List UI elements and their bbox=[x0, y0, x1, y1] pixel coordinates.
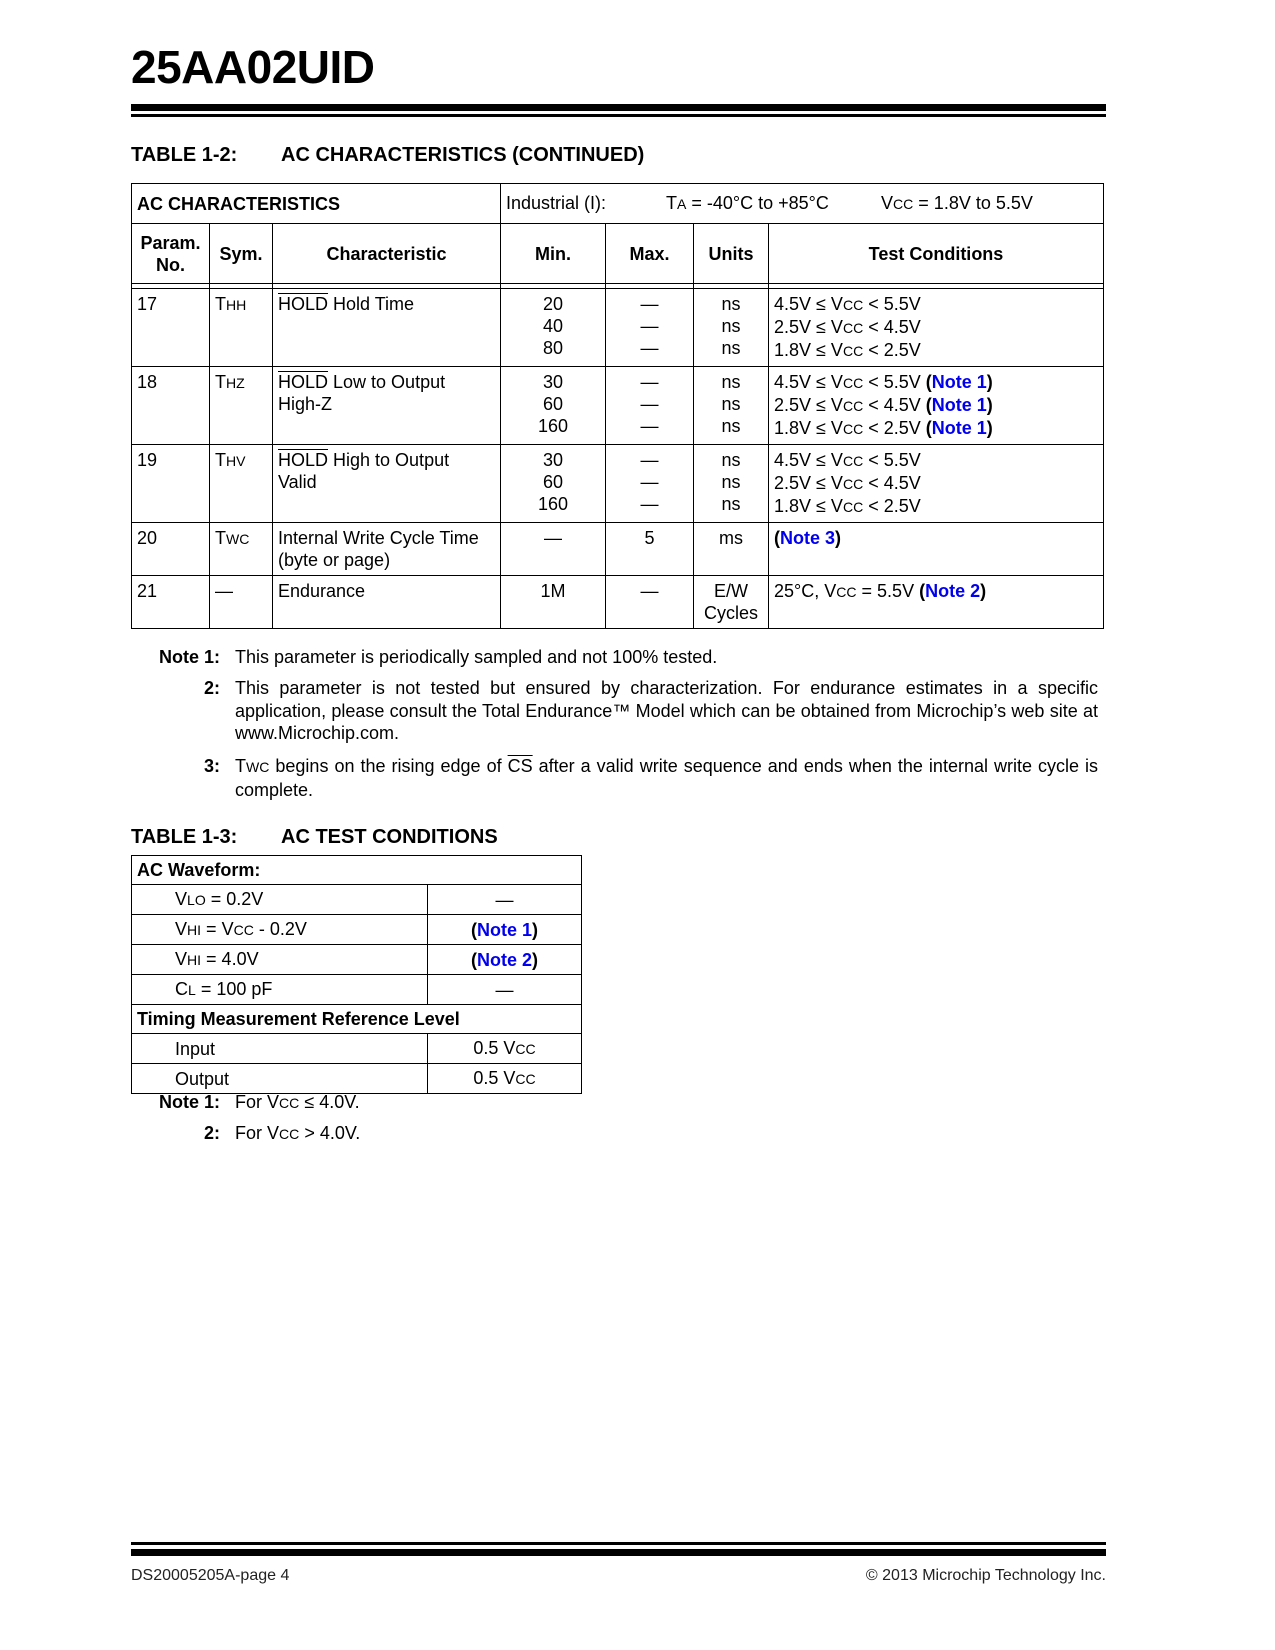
units: ns ns ns bbox=[694, 289, 769, 367]
test-conditions: 25°C, VCC = 5.5V (Note 2) bbox=[769, 576, 1104, 629]
note-key: 2: bbox=[203, 1123, 220, 1143]
note-key: Note 1: bbox=[158, 647, 220, 667]
param-no: 19 bbox=[132, 445, 210, 523]
table-1-3-label: TABLE 1-3: bbox=[131, 826, 238, 848]
characteristic: Internal Write Cycle Time (byte or page) bbox=[273, 523, 501, 576]
footer-doc-id: DS20005205A-page 4 bbox=[131, 1567, 290, 1584]
param-no: 18 bbox=[132, 367, 210, 445]
note-link[interactable]: Note 2 bbox=[925, 581, 981, 601]
units: ms bbox=[694, 523, 769, 576]
ac-test-conditions-table bbox=[131, 855, 582, 1094]
table-1-3-heading bbox=[131, 826, 498, 849]
note-paren-close: ) bbox=[986, 372, 993, 392]
section-timing-reference bbox=[132, 1005, 582, 1034]
note-paren-open: ( bbox=[470, 949, 477, 970]
max-values: 5 bbox=[606, 523, 694, 576]
col-header-characteristic: Characteristic bbox=[273, 224, 501, 284]
note-paren-close: ) bbox=[835, 528, 842, 548]
section-timing-reference-cell: Timing Measurement Reference Level bbox=[132, 1005, 582, 1034]
note-link[interactable]: Note 1 bbox=[931, 418, 987, 438]
banner-industrial: Industrial (I): bbox=[506, 193, 607, 213]
units: E/W Cycles bbox=[694, 576, 769, 629]
note-key: 3: bbox=[203, 756, 220, 776]
note-text: For VCC > 4.0V. bbox=[235, 1123, 361, 1143]
banner-title: AC CHARACTERISTICS bbox=[132, 184, 501, 224]
param-no: 21 bbox=[132, 576, 210, 629]
units: ns ns ns bbox=[694, 445, 769, 523]
parameter: Output bbox=[132, 1064, 428, 1094]
overline-signal: HOLD bbox=[278, 372, 329, 392]
parameter: Input bbox=[132, 1034, 428, 1064]
table-row bbox=[132, 885, 582, 915]
banner-conditions bbox=[501, 184, 1104, 224]
test-conditions: 4.5V ≤ VCC < 5.5V 2.5V ≤ VCC < 4.5V 1.8V ≤ VCC < 2.5V bbox=[769, 289, 1104, 367]
note-item bbox=[150, 646, 1098, 669]
footer-copyright: © 2013 Microchip Technology Inc. bbox=[865, 1567, 1106, 1584]
table-row bbox=[132, 576, 1104, 629]
note-paren-open: ( bbox=[470, 919, 477, 940]
note-text: This parameter is periodically sampled and not 100% tested. bbox=[235, 647, 718, 667]
value: — bbox=[428, 885, 582, 915]
characteristic: HOLD High to Output Valid bbox=[273, 445, 501, 523]
test-conditions: 4.5V ≤ VCC < 5.5V (Note 1) 2.5V ≤ VCC < 4.5V (Note 1) 1.8V ≤ VCC < 2.5V (Note 1) bbox=[769, 367, 1104, 445]
note-link[interactable]: Note 1 bbox=[476, 919, 532, 940]
parameter: VHI = 4.0V bbox=[132, 945, 428, 975]
note-paren-close: ) bbox=[532, 949, 538, 970]
table-row bbox=[132, 975, 582, 1005]
banner-ta: TA = -40°C to +85°C bbox=[666, 193, 829, 213]
value: 0.5 VCC bbox=[428, 1034, 582, 1064]
overline-signal: HOLD bbox=[278, 294, 329, 314]
overline-signal: HOLD bbox=[278, 450, 329, 470]
note-text: For VCC ≤ 4.0V. bbox=[235, 1092, 360, 1112]
note-item bbox=[150, 1091, 360, 1115]
parameter: VHI = VCC - 0.2V bbox=[132, 915, 428, 945]
note-link[interactable]: Note 2 bbox=[476, 949, 532, 970]
param-no: 17 bbox=[132, 289, 210, 367]
note-paren-open: ( bbox=[925, 418, 932, 438]
note-link[interactable]: Note 1 bbox=[931, 395, 987, 415]
col-header-test-conditions: Test Conditions bbox=[769, 224, 1104, 284]
note-paren-close: ) bbox=[532, 919, 538, 940]
table-banner-row bbox=[132, 184, 1104, 224]
footer-rule-thick bbox=[131, 1549, 1106, 1556]
min-values: 30 60 160 bbox=[501, 445, 606, 523]
table-row bbox=[132, 289, 1104, 367]
characteristic: HOLD Low to Output High-Z bbox=[273, 367, 501, 445]
note-paren-open: ( bbox=[925, 395, 932, 415]
table-1-2-label: TABLE 1-2: bbox=[131, 144, 238, 166]
note-paren-open: ( bbox=[774, 528, 780, 548]
overline-signal: $\overline{CS}$ bbox=[507, 756, 533, 776]
footer-rule-thin bbox=[131, 1542, 1106, 1545]
param-no: 20 bbox=[132, 523, 210, 576]
document-title: 25AA02UID bbox=[131, 41, 375, 93]
table-1-3-caption: AC TEST CONDITIONS bbox=[281, 826, 498, 848]
table-1-2-heading bbox=[131, 144, 644, 167]
note-paren-close: ) bbox=[980, 581, 987, 601]
col-header-param: Param. No. bbox=[132, 224, 210, 284]
table-row bbox=[132, 1034, 582, 1064]
parameter: CL = 100 pF bbox=[132, 975, 428, 1005]
table-row bbox=[132, 367, 1104, 445]
header-rule-thick bbox=[131, 104, 1106, 111]
note-paren-open: ( bbox=[919, 581, 926, 601]
value bbox=[428, 945, 582, 975]
table-row bbox=[132, 445, 1104, 523]
note-text: This parameter is not tested but ensured by characterization. For endurance estimates in a specific application, please consult the Total Endurance™ Model which can be obtained from Microchip’s web site at www.Microchip.com. bbox=[235, 678, 1098, 743]
max-values: — — — bbox=[606, 445, 694, 523]
note-paren-open: ( bbox=[925, 372, 932, 392]
characteristic: Endurance bbox=[273, 576, 501, 629]
test-conditions: 4.5V ≤ VCC < 5.5V 2.5V ≤ VCC < 4.5V 1.8V ≤ VCC < 2.5V bbox=[769, 445, 1104, 523]
table-body bbox=[132, 289, 1104, 629]
value: 0.5 VCC bbox=[428, 1064, 582, 1094]
note-key: Note 1: bbox=[158, 1092, 220, 1112]
max-values: — bbox=[606, 576, 694, 629]
min-values: 1M bbox=[501, 576, 606, 629]
col-header-max: Max. bbox=[606, 224, 694, 284]
note-link[interactable]: Note 1 bbox=[931, 372, 987, 392]
table-row bbox=[132, 945, 582, 975]
symbol: THV bbox=[210, 445, 273, 523]
note-text: TWC begins on the rising edge of $\overline{CS}$ after a valid write sequence and ends when the internal write cycle is complete. bbox=[235, 756, 1099, 800]
min-values: — bbox=[501, 523, 606, 576]
section-ac-waveform bbox=[132, 856, 582, 885]
note-link[interactable]: Note 3 bbox=[780, 528, 836, 548]
note-key: 2: bbox=[203, 678, 220, 698]
symbol: THZ bbox=[210, 367, 273, 445]
min-values: 20 40 80 bbox=[501, 289, 606, 367]
banner-vcc: VCC = 1.8V to 5.5V bbox=[881, 193, 1033, 213]
col-header-sym: Sym. bbox=[210, 224, 273, 284]
symbol: THH bbox=[210, 289, 273, 367]
units: ns ns ns bbox=[694, 367, 769, 445]
section-ac-waveform-cell: AC Waveform: bbox=[132, 856, 582, 885]
min-values: 30 60 160 bbox=[501, 367, 606, 445]
symbol: TWC bbox=[210, 523, 273, 576]
symbol: — bbox=[210, 576, 273, 629]
value bbox=[428, 915, 582, 945]
table-1-2-caption: AC CHARACTERISTICS (CONTINUED) bbox=[281, 144, 645, 166]
col-header-min: Min. bbox=[501, 224, 606, 284]
note-item bbox=[150, 755, 1098, 801]
table-row bbox=[132, 1064, 582, 1094]
test-conditions bbox=[769, 523, 1104, 576]
ac-characteristics-table bbox=[131, 183, 1104, 629]
header-rule-thin bbox=[131, 114, 1106, 117]
max-values: — — — bbox=[606, 367, 694, 445]
table-row bbox=[132, 523, 1104, 576]
parameter: VLO = 0.2V bbox=[132, 885, 428, 915]
table-header-row bbox=[132, 224, 1104, 284]
note-item bbox=[150, 677, 1098, 745]
note-item bbox=[150, 1122, 360, 1146]
characteristic: HOLD Hold Time bbox=[273, 289, 501, 367]
note-paren-close: ) bbox=[986, 418, 993, 438]
table-row bbox=[132, 915, 582, 945]
table-1-3-body bbox=[132, 856, 582, 1094]
value: — bbox=[428, 975, 582, 1005]
note-paren-close: ) bbox=[986, 395, 993, 415]
max-values: — — — bbox=[606, 289, 694, 367]
col-header-units: Units bbox=[694, 224, 769, 284]
